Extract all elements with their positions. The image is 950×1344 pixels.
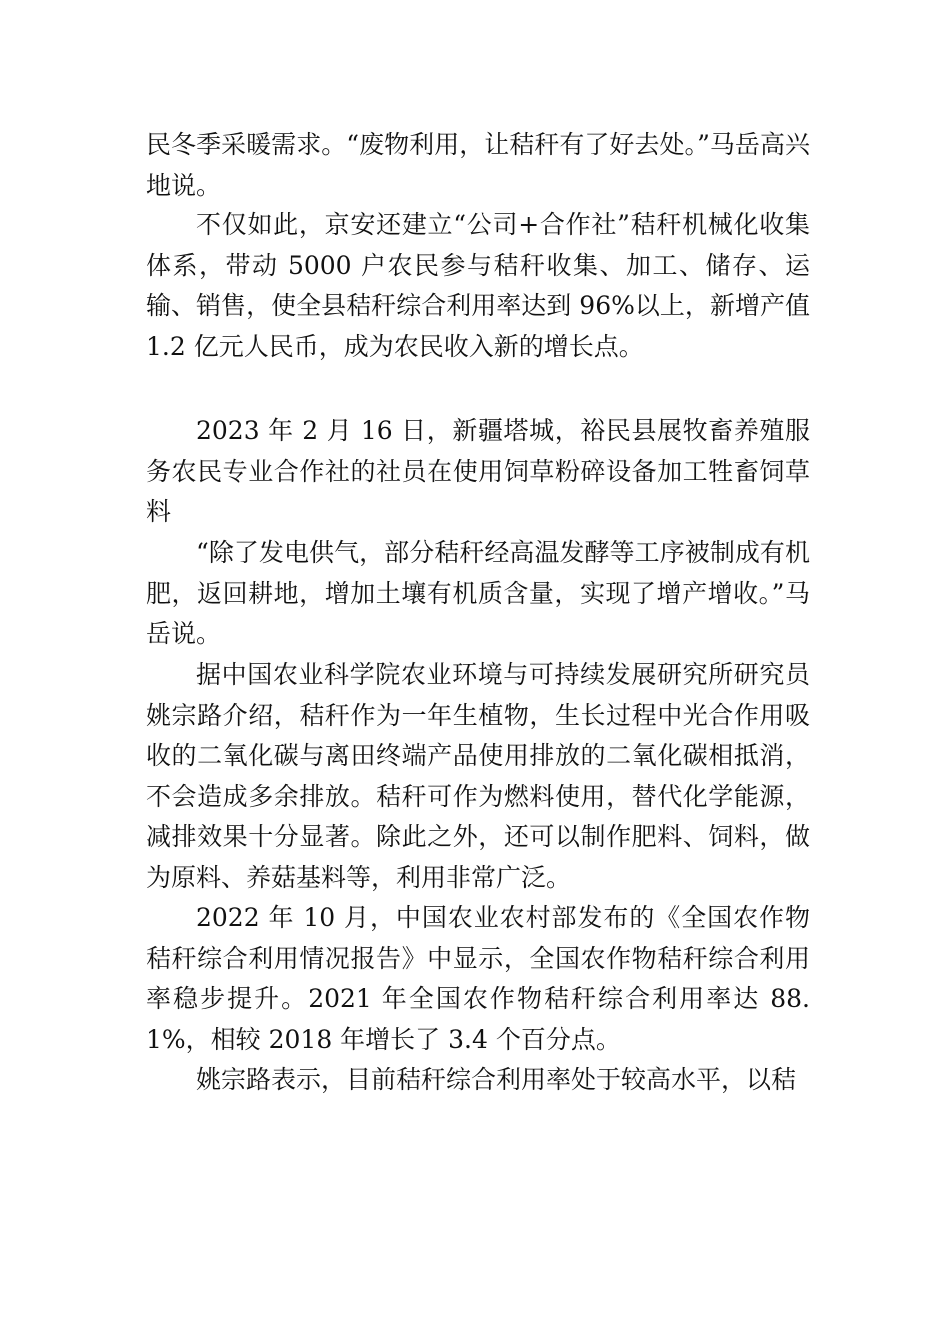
paragraph-1: 民冬季采暖需求。“废物利用，让秸秆有了好去处。”马岳高兴地说。 <box>146 130 810 200</box>
paragraph-2: 不仅如此，京安还建立“公司+合作社”秸秆机械化收集体系，带动 5000 户农民参与秸秆收集、加工、储存、运输、销售，使全县秸秆综合利用率达到 96%以上，新增产值 1.2 亿元人民币，成为农民收入新的增长点。 <box>146 210 810 361</box>
photo-caption: 2023 年 2 月 16 日，新疆塔城，裕民县展牧畜养殖服务农民专业合作社的社员在使用饲草粉碎设备加工牲畜饲草料 <box>146 416 810 526</box>
paragraph-4: 据中国农业科学院农业环境与可持续发展研究所研究员姚宗路介绍，秸秆作为一年生植物，生长过程中光合作用吸收的二氧化碳与离田终端产品使用排放的二氧化碳相抵消，不会造成多余排放。秸秆可作为燃料使用，替代化学能源，减排效果十分显著。除此之外，还可以制作肥料、饲料，做为原料、养菇基料等，利用非常广泛。 <box>146 660 810 892</box>
paragraph-5: 2022 年 10 月，中国农业农村部发布的《全国农作物秸秆综合利用情况报告》中显示，全国农作物秸秆综合利用率稳步提升。2021 年全国农作物秸秆综合利用率达 88.1%，相较 2018 年增长了 3.4 个百分点。 <box>146 903 810 1054</box>
paragraph-6: 姚宗路表示，目前秸秆综合利用率处于较高水平，以秸 <box>196 1065 797 1094</box>
paragraph-3: “除了发电供气，部分秸秆经高温发酵等工序被制成有机肥，返回耕地，增加土壤有机质含量，实现了增产增收。”马岳说。 <box>146 538 810 648</box>
